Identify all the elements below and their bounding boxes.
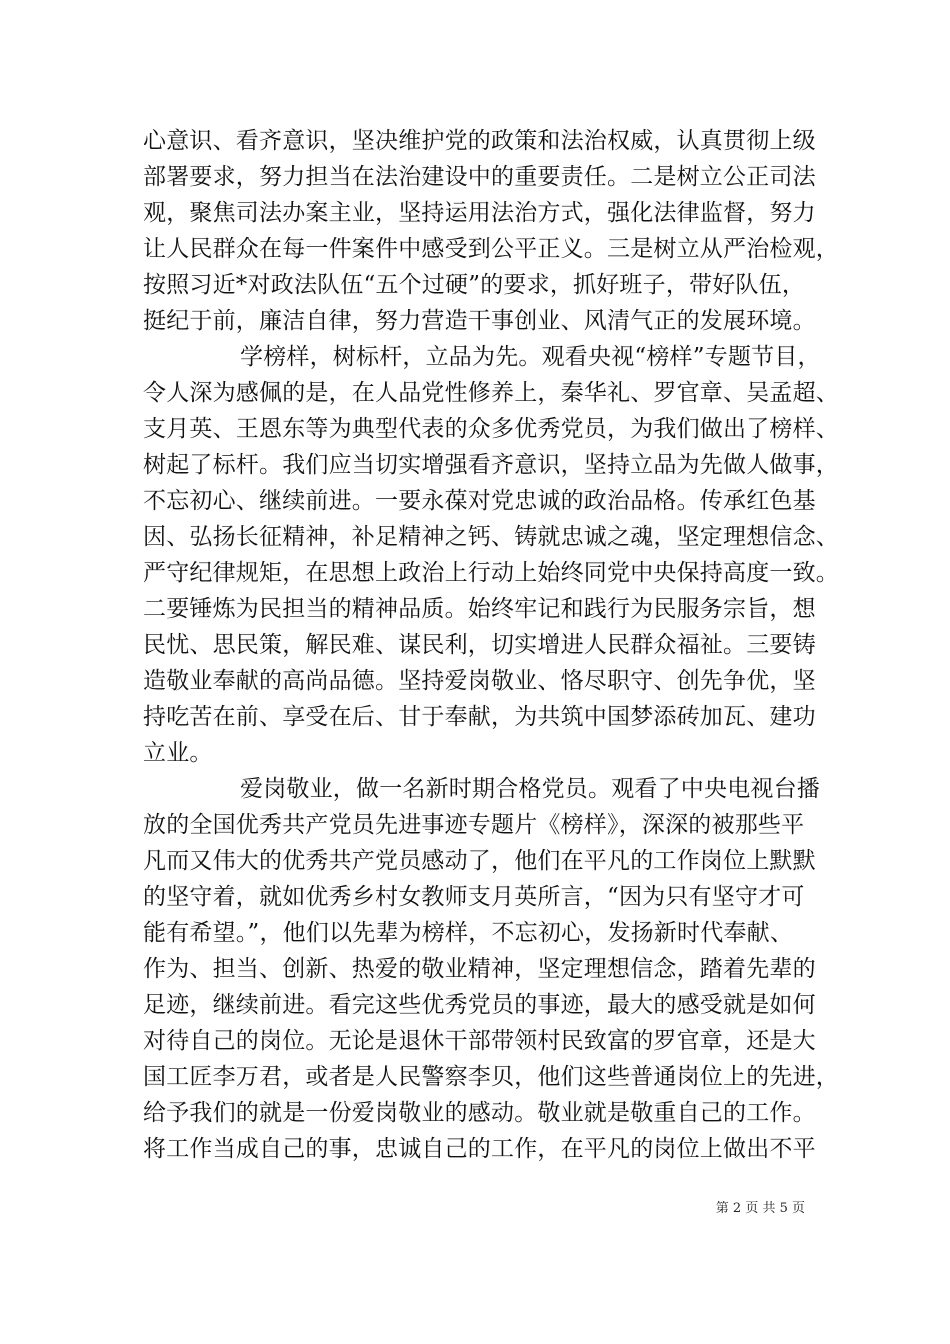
text-line: 放的全国优秀共产党员先进事迹专题片《榜样》，深深的被那些平: [143, 812, 805, 838]
paragraph-first-line: 爱岗敬业，做一名新时期合格党员。观看了中央电视台播: [240, 776, 820, 802]
text-line: 观，聚焦司法办案主业，坚持运用法治方式，强化法律监督，努力: [143, 200, 816, 226]
paragraph-first-line: 学榜样，树标杆，立品为先。观看央视“榜样”专题节目，: [240, 344, 821, 370]
text-line: 作为、担当、创新、热爱的敬业精神，坚定理想信念，踏着先辈的: [143, 956, 816, 982]
text-line: 按照习近*对政法队伍“五个过硬”的要求，抓好班子，带好队伍，: [143, 272, 806, 298]
text-line: 严守纪律规矩，在思想上政治上行动上始终同党中央保持高度一致。: [143, 560, 839, 586]
text-line: 国工匠李万君，或者是人民警察李贝，他们这些普通岗位上的先进，: [143, 1064, 839, 1090]
text-line: 的坚守着，就如优秀乡村女教师支月英所言，“因为只有坚守才可: [143, 884, 805, 910]
text-line: 部署要求，努力担当在法治建设中的重要责任。二是树立公正司法: [143, 164, 816, 190]
text-line: 造敬业奉献的高尚品德。坚持爱岗敬业、恪尽职守、创先争优，坚: [143, 668, 816, 694]
text-line: 不忘初心、继续前进。一要永葆对党忠诚的政治品格。传承红色基: [143, 488, 816, 514]
text-line: 心意识、看齐意识，坚决维护党的政策和法治权威，认真贯彻上级: [143, 128, 816, 154]
text-line: 让人民群众在每一件案件中感受到公平正义。三是树立从严治检观，: [143, 236, 839, 262]
text-line: 立业。: [143, 740, 213, 766]
text-line: 对待自己的岗位。无论是退休干部带领村民致富的罗官章，还是大: [143, 1028, 816, 1054]
text-line: 二要锤炼为民担当的精神品质。始终牢记和践行为民服务宗旨，想: [143, 596, 816, 622]
text-line: 给予我们的就是一份爱岗敬业的感动。敬业就是敬重自己的工作。: [143, 1100, 816, 1126]
text-line: 树起了标杆。我们应当切实增强看齐意识，坚持立品为先做人做事，: [143, 452, 839, 478]
text-line: 支月英、王恩东等为典型代表的众多优秀党员，为我们做出了榜样、: [143, 416, 839, 442]
text-line: 凡而又伟大的优秀共产党员感动了，他们在平凡的工作岗位上默默: [143, 848, 816, 874]
text-line: 民忧、思民策，解民难、谋民利，切实增进人民群众福祉。三要铸: [143, 632, 816, 658]
text-line: 能有希望。”，他们以先辈为榜样，不忘初心，发扬新时代奉献、: [143, 920, 794, 946]
text-line: 将工作当成自己的事，忠诚自己的工作，在平凡的岗位上做出不平: [143, 1136, 816, 1162]
text-line: 因、弘扬长征精神，补足精神之钙、铸就忠诚之魂，坚定理想信念、: [143, 524, 839, 550]
text-line: 持吃苦在前、享受在后、甘于奉献，为共筑中国梦添砖加瓦、建功: [143, 704, 816, 730]
text-line: 足迹，继续前进。看完这些优秀党员的事迹，最大的感受就是如何: [143, 992, 816, 1018]
page-number-footer: 第 2 页 共 5 页: [715, 1201, 805, 1216]
text-line: 令人深为感佩的是，在人品党性修养上，秦华礼、罗官章、吴孟超、: [143, 380, 839, 406]
text-line: 挺纪于前，廉洁自律，努力营造干事创业、风清气正的发展环境。: [143, 308, 816, 334]
